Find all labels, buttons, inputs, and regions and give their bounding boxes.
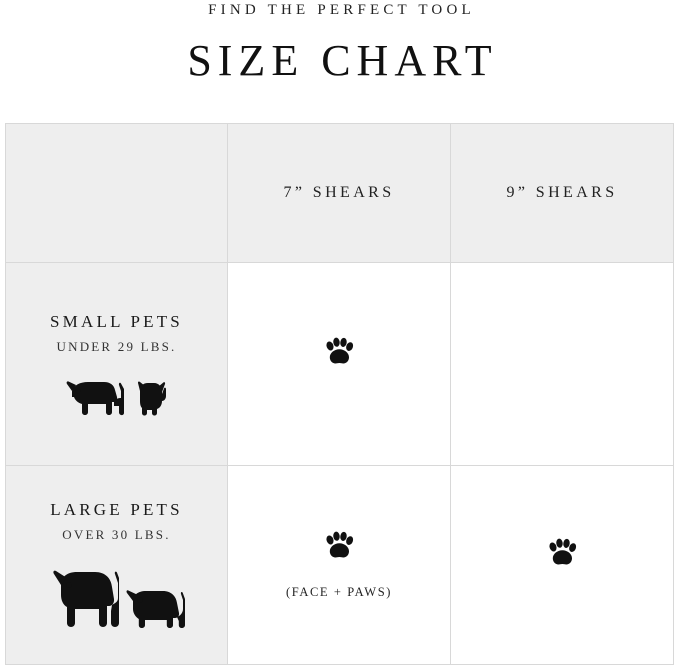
column-title-9-shears: 9” SHEARS	[506, 184, 618, 201]
row-label-large-pets	[6, 466, 228, 665]
row-title-large-pets: LARGE PETS	[50, 499, 183, 519]
paw-note-large-7: (FACE + PAWS)	[285, 584, 393, 599]
table-header-row	[6, 124, 674, 263]
header-corner-cell	[6, 124, 228, 263]
column-title-7-shears: 7” SHEARS	[283, 184, 395, 201]
row-subtitle-large-pets: OVER 30 LBS.	[62, 526, 171, 542]
table-row-small-pets	[6, 263, 674, 466]
paw-icon	[323, 337, 355, 367]
cell-large-pets-9-shears	[451, 466, 674, 665]
paw-icon-wrapper	[228, 337, 450, 391]
size-chart-table	[5, 123, 674, 665]
row-label-small-pets	[6, 263, 228, 466]
row-title-small-pets: SMALL PETS	[50, 311, 183, 331]
large-dogs-silhouette-icon	[49, 559, 185, 631]
paw-icon	[546, 538, 578, 568]
header-cell-7-shears	[228, 124, 451, 263]
paw-icon	[323, 531, 355, 561]
paw-icon-wrapper-large-9	[451, 538, 673, 592]
page-header	[0, 0, 679, 86]
table-row-large-pets	[6, 466, 674, 665]
row-subtitle-small-pets: UNDER 29 LBS.	[56, 338, 177, 354]
small-dog-and-cat-silhouette-icon	[64, 371, 170, 417]
cell-small-pets-7-shears	[228, 263, 451, 466]
cell-small-pets-9-shears	[451, 263, 674, 466]
paw-icon-wrapper-large-7	[228, 531, 450, 600]
header-cell-9-shears	[451, 124, 674, 263]
cell-large-pets-7-shears	[228, 466, 451, 665]
eyebrow-text: FIND THE PERFECT TOOL	[208, 2, 475, 18]
page-title: SIZE CHART	[187, 36, 498, 85]
